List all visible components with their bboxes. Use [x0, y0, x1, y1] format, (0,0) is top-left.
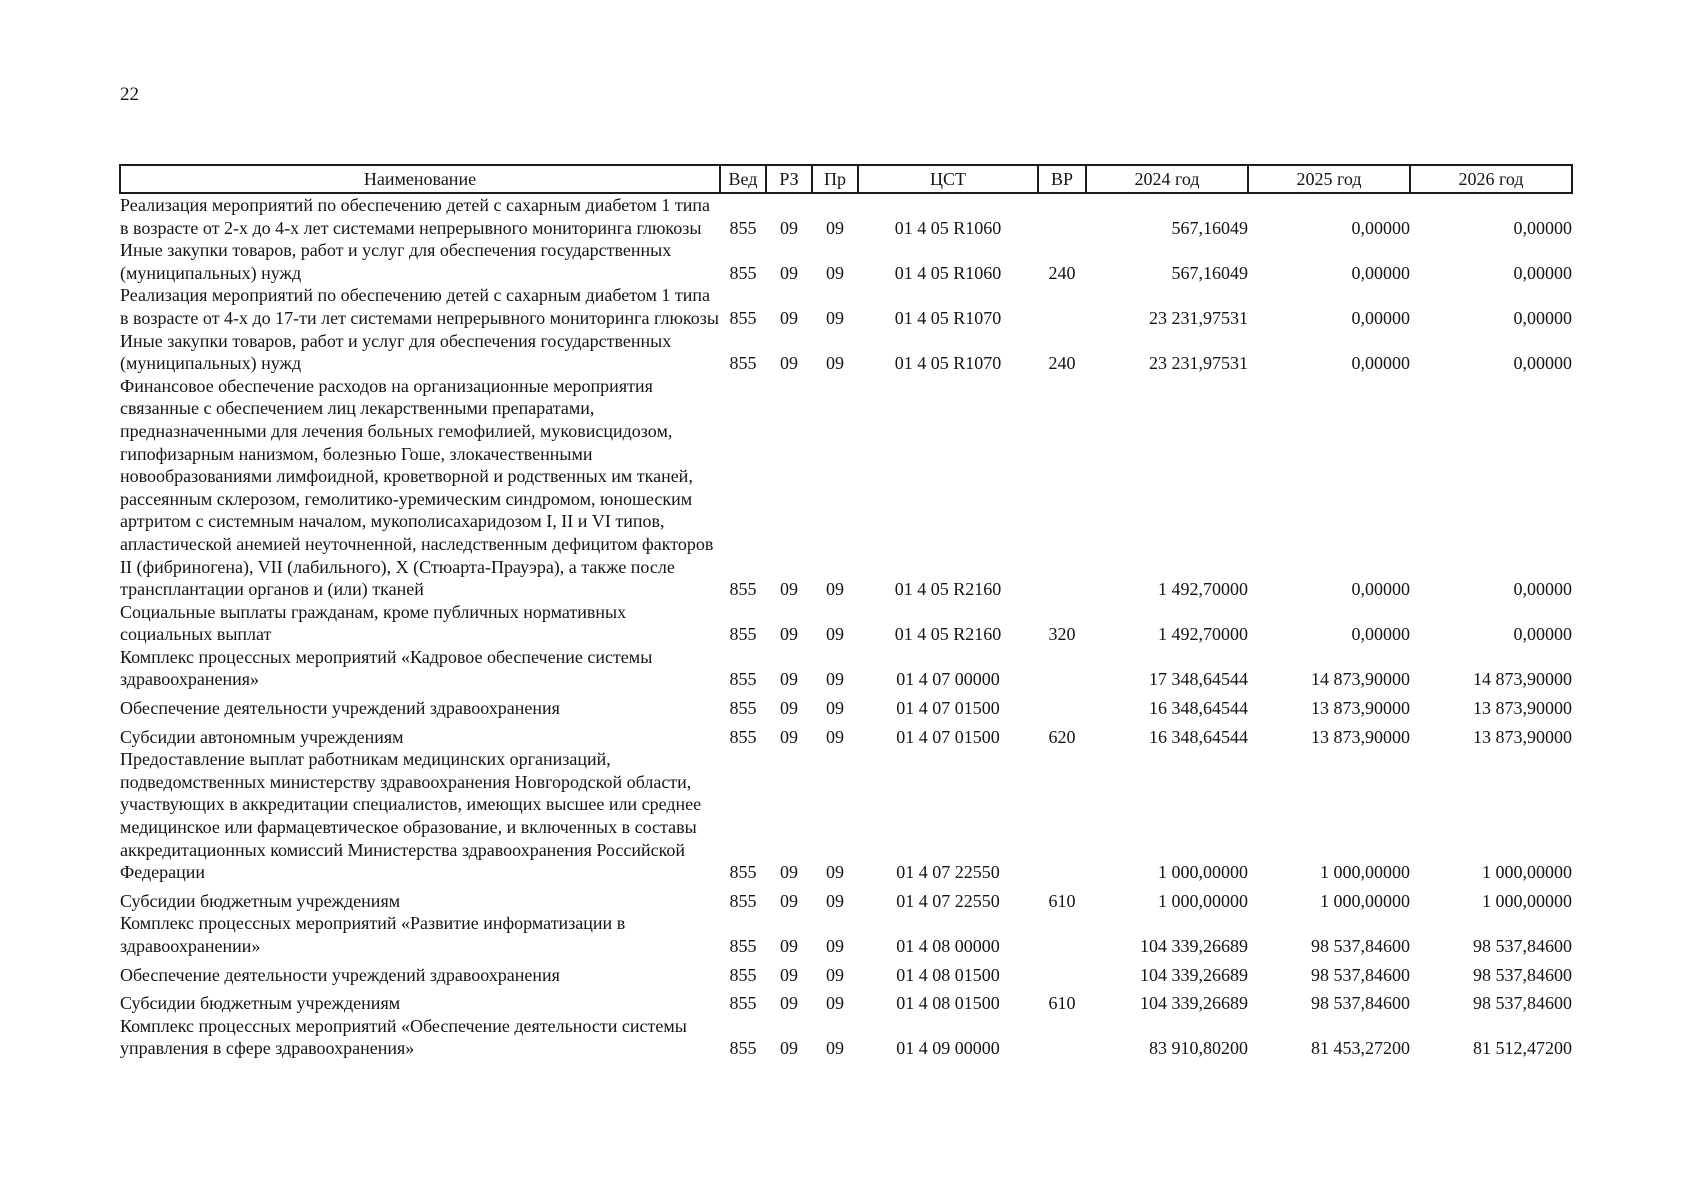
cell-ved: 855 [729, 862, 757, 883]
cell-2025: 0,00000 [1351, 624, 1410, 645]
cell-cst: 01 4 08 00000 [896, 936, 1000, 956]
table-row [120, 239, 1572, 284]
header-cst: ЦСТ [858, 165, 1038, 193]
header-vr: ВР [1038, 165, 1086, 193]
cell-name: Субсидии бюджетным учреждениям [120, 993, 401, 1014]
cell-2025: 0,00000 [1351, 353, 1410, 374]
cell-ved: 855 [729, 579, 757, 600]
cell-rz: 09 [780, 698, 798, 719]
cell-2026: 13 873,90000 [1473, 726, 1572, 747]
cell-ved: 855 [729, 698, 757, 719]
cell-cst: 01 4 09 00000 [896, 1038, 1000, 1059]
cell-ved: 855 [729, 936, 757, 956]
cell-rz: 09 [780, 1038, 798, 1059]
cell-2024: 104 339,26689 [1140, 993, 1248, 1014]
table-row [120, 284, 1572, 329]
cell-ved: 855 [729, 353, 757, 374]
cell-vr [1038, 958, 1086, 987]
cell-vr: 620 [1048, 726, 1076, 747]
cell-2026: 98 537,84600 [1473, 993, 1572, 1014]
header-ved: Вед [720, 165, 766, 193]
cell-vr [1038, 193, 1086, 239]
table-header-row [120, 165, 1572, 193]
cell-vr [1038, 691, 1086, 720]
cell-cst: 01 4 07 00000 [896, 669, 1000, 690]
cell-2026: 98 537,84600 [1473, 936, 1572, 956]
cell-2026: 1 000,00000 [1482, 890, 1572, 911]
cell-pr: 09 [826, 579, 844, 600]
cell-rz: 09 [780, 726, 798, 747]
cell-vr [1038, 748, 1086, 884]
table-row [120, 691, 1572, 720]
header-2024: 2024 год [1086, 165, 1248, 193]
cell-vr: 320 [1048, 624, 1076, 645]
cell-vr [1038, 646, 1086, 691]
cell-2024: 1 492,70000 [1158, 624, 1248, 645]
cell-vr: 240 [1048, 262, 1076, 283]
cell-rz: 09 [780, 353, 798, 374]
cell-pr: 09 [826, 262, 844, 283]
table-row [120, 748, 1572, 884]
table-row [120, 986, 1572, 1015]
cell-cst: 01 4 08 01500 [896, 964, 1000, 985]
cell-rz: 09 [780, 936, 798, 956]
cell-name: Обеспечение деятельности учреждений здравоохранения [120, 698, 560, 719]
cell-pr: 09 [826, 353, 844, 374]
table-row [120, 884, 1572, 913]
cell-2024: 104 339,26689 [1140, 964, 1248, 985]
cell-ved: 855 [729, 262, 757, 283]
cell-name: Социальные выплаты гражданам, кроме публичных нормативных социальных выплат [120, 601, 627, 645]
cell-ved: 855 [729, 669, 757, 690]
table-row [120, 330, 1572, 375]
cell-vr: 610 [1048, 993, 1076, 1014]
cell-2026: 0,00000 [1513, 624, 1572, 645]
cell-vr [1038, 284, 1086, 329]
cell-cst: 01 4 07 22550 [896, 862, 1000, 883]
cell-rz: 09 [780, 890, 798, 911]
cell-2025: 13 873,90000 [1311, 698, 1410, 719]
cell-vr: 240 [1048, 353, 1076, 374]
cell-cst: 01 4 07 22550 [896, 890, 1000, 911]
cell-pr: 09 [826, 890, 844, 911]
table-row [120, 720, 1572, 749]
cell-rz: 09 [780, 217, 798, 238]
header-2026: 2026 год [1410, 165, 1572, 193]
cell-name: Предоставление выплат работникам медицинских организаций, подведомственных министерству здравоохранения Новгородской области, участвующих в аккредитации специалистов, имеющих высшее или среднее медицинское или фармацевтическое образование, и включенных в составы аккредитационных комиссий Министерства здравоохранения Российской Федерации [120, 749, 702, 883]
table-row [120, 601, 1572, 646]
cell-name: Комплекс процессных мероприятий «Развитие информатизации в здравоохранении» [120, 913, 626, 956]
cell-2025: 0,00000 [1351, 262, 1410, 283]
cell-rz: 09 [780, 624, 798, 645]
cell-ved: 855 [729, 307, 757, 328]
cell-ved: 855 [729, 993, 757, 1014]
cell-cst: 01 4 05 R1070 [894, 353, 1002, 374]
table-row [120, 375, 1572, 601]
cell-vr [1038, 1015, 1086, 1060]
cell-2024: 16 348,64544 [1149, 698, 1248, 719]
cell-2025: 1 000,00000 [1320, 890, 1410, 911]
table-row [120, 958, 1572, 987]
cell-pr: 09 [826, 669, 844, 690]
cell-2025: 98 537,84600 [1311, 993, 1410, 1014]
cell-cst: 01 4 05 R1060 [894, 262, 1002, 283]
cell-rz: 09 [780, 964, 798, 985]
cell-pr: 09 [826, 217, 844, 238]
header-rz: РЗ [766, 165, 812, 193]
cell-pr: 09 [826, 1038, 844, 1059]
cell-cst: 01 4 05 R2160 [894, 579, 1002, 600]
cell-pr: 09 [826, 726, 844, 747]
table-row [120, 912, 1572, 957]
cell-ved: 855 [729, 964, 757, 985]
cell-2026: 0,00000 [1513, 353, 1572, 374]
cell-2025: 0,00000 [1351, 307, 1410, 328]
cell-2025: 98 537,84600 [1311, 964, 1410, 985]
cell-rz: 09 [780, 993, 798, 1014]
table-row [120, 646, 1572, 691]
cell-rz: 09 [780, 862, 798, 883]
cell-2024: 567,16049 [1171, 217, 1248, 238]
cell-2026: 81 512,47200 [1473, 1038, 1572, 1059]
cell-2026: 1 000,00000 [1482, 862, 1572, 883]
cell-vr [1038, 375, 1086, 601]
cell-2024: 1 000,00000 [1158, 890, 1248, 911]
cell-2024: 1 492,70000 [1158, 579, 1248, 600]
cell-name: Финансовое обеспечение расходов на организационные мероприятия связанные с обеспечением лиц лекарственными препаратами, предназначенными для лечения больных гемофилией, муковисцидозом, гипофизарным нанизмом, болезнью Гоше, злокачественными новообразованиями лимфоидной, кроветворной и родственных им тканей, рассеянным склерозом, гемолитико-уремическим синдромом, юношеским артритом с системным началом, мукополисахаридозом I, II и VI типов, апластической анемией неуточненной, наследственным дефицитом факторов II (фибриногена), VII (лабильного), X (Стюарта-Прауэра), а также после трансплантации органов и (или) тканей [120, 375, 714, 600]
cell-name: Субсидии автономным учреждениям [120, 726, 404, 747]
cell-name: Субсидии бюджетным учреждениям [120, 890, 401, 911]
cell-cst: 01 4 07 01500 [896, 726, 1000, 747]
table-row [120, 1015, 1572, 1060]
cell-2025: 98 537,84600 [1311, 936, 1410, 956]
cell-rz: 09 [780, 307, 798, 328]
cell-name: Иные закупки товаров, работ и услуг для обеспечения государственных (муниципальных) нужд [120, 240, 672, 283]
cell-ved: 855 [729, 726, 757, 747]
cell-pr: 09 [826, 307, 844, 328]
page-number: 22 [120, 84, 139, 105]
cell-name: Обеспечение деятельности учреждений здравоохранения [120, 964, 560, 985]
cell-name: Комплекс процессных мероприятий «Обеспечение деятельности системы управления в сфере здравоохранения» [120, 1015, 687, 1059]
cell-2026: 0,00000 [1513, 579, 1572, 600]
cell-name: Реализация мероприятий по обеспечению детей с сахарным диабетом 1 типа в возрасте от 2-х до 4-х лет системами непрерывного мониторинга глюкозы [120, 195, 711, 238]
cell-ved: 855 [729, 217, 757, 238]
cell-pr: 09 [826, 624, 844, 645]
cell-pr: 09 [826, 993, 844, 1014]
cell-2026: 14 873,90000 [1473, 669, 1572, 690]
cell-rz: 09 [780, 579, 798, 600]
cell-name: Реализация мероприятий по обеспечению детей с сахарным диабетом 1 типа в возрасте от 4-х до 17-ти лет системами непрерывного мониторинга глюкозы [120, 285, 719, 328]
cell-2025: 0,00000 [1351, 217, 1410, 238]
cell-2026: 0,00000 [1513, 307, 1572, 328]
cell-vr: 610 [1048, 890, 1076, 911]
cell-2026: 0,00000 [1513, 262, 1572, 283]
table-body [120, 193, 1572, 1060]
cell-2025: 13 873,90000 [1311, 726, 1410, 747]
cell-2024: 567,16049 [1171, 262, 1248, 283]
table-row [120, 193, 1572, 239]
cell-ved: 855 [729, 1038, 757, 1059]
cell-ved: 855 [729, 890, 757, 911]
cell-name: Комплекс процессных мероприятий «Кадровое обеспечение системы здравоохранения» [120, 646, 653, 690]
header-2025: 2025 год [1248, 165, 1410, 193]
cell-2024: 83 910,80200 [1149, 1038, 1248, 1059]
cell-2026: 0,00000 [1513, 217, 1572, 238]
cell-vr [1038, 912, 1086, 957]
cell-ved: 855 [729, 624, 757, 645]
cell-2026: 98 537,84600 [1473, 964, 1572, 985]
cell-2024: 104 339,26689 [1140, 936, 1248, 956]
cell-cst: 01 4 05 R2160 [894, 624, 1002, 645]
budget-table [119, 164, 1573, 1060]
cell-rz: 09 [780, 262, 798, 283]
cell-name: Иные закупки товаров, работ и услуг для обеспечения государственных (муниципальных) нужд [120, 330, 672, 374]
cell-2026: 13 873,90000 [1473, 698, 1572, 719]
cell-cst: 01 4 05 R1070 [894, 307, 1002, 328]
cell-2025: 1 000,00000 [1320, 862, 1410, 883]
cell-2024: 16 348,64544 [1149, 726, 1248, 747]
cell-pr: 09 [826, 964, 844, 985]
cell-2024: 23 231,97531 [1149, 307, 1248, 328]
cell-2024: 17 348,64544 [1149, 669, 1248, 690]
cell-cst: 01 4 05 R1060 [894, 217, 1002, 238]
header-pr: Пр [812, 165, 858, 193]
cell-pr: 09 [826, 698, 844, 719]
header-name: Наименование [120, 165, 720, 193]
cell-cst: 01 4 08 01500 [896, 993, 1000, 1014]
cell-pr: 09 [826, 936, 844, 956]
cell-2024: 23 231,97531 [1149, 353, 1248, 374]
cell-2025: 81 453,27200 [1311, 1038, 1410, 1059]
cell-rz: 09 [780, 669, 798, 690]
cell-pr: 09 [826, 862, 844, 883]
cell-cst: 01 4 07 01500 [896, 698, 1000, 719]
cell-2024: 1 000,00000 [1158, 862, 1248, 883]
cell-2025: 14 873,90000 [1311, 669, 1410, 690]
cell-2025: 0,00000 [1351, 579, 1410, 600]
